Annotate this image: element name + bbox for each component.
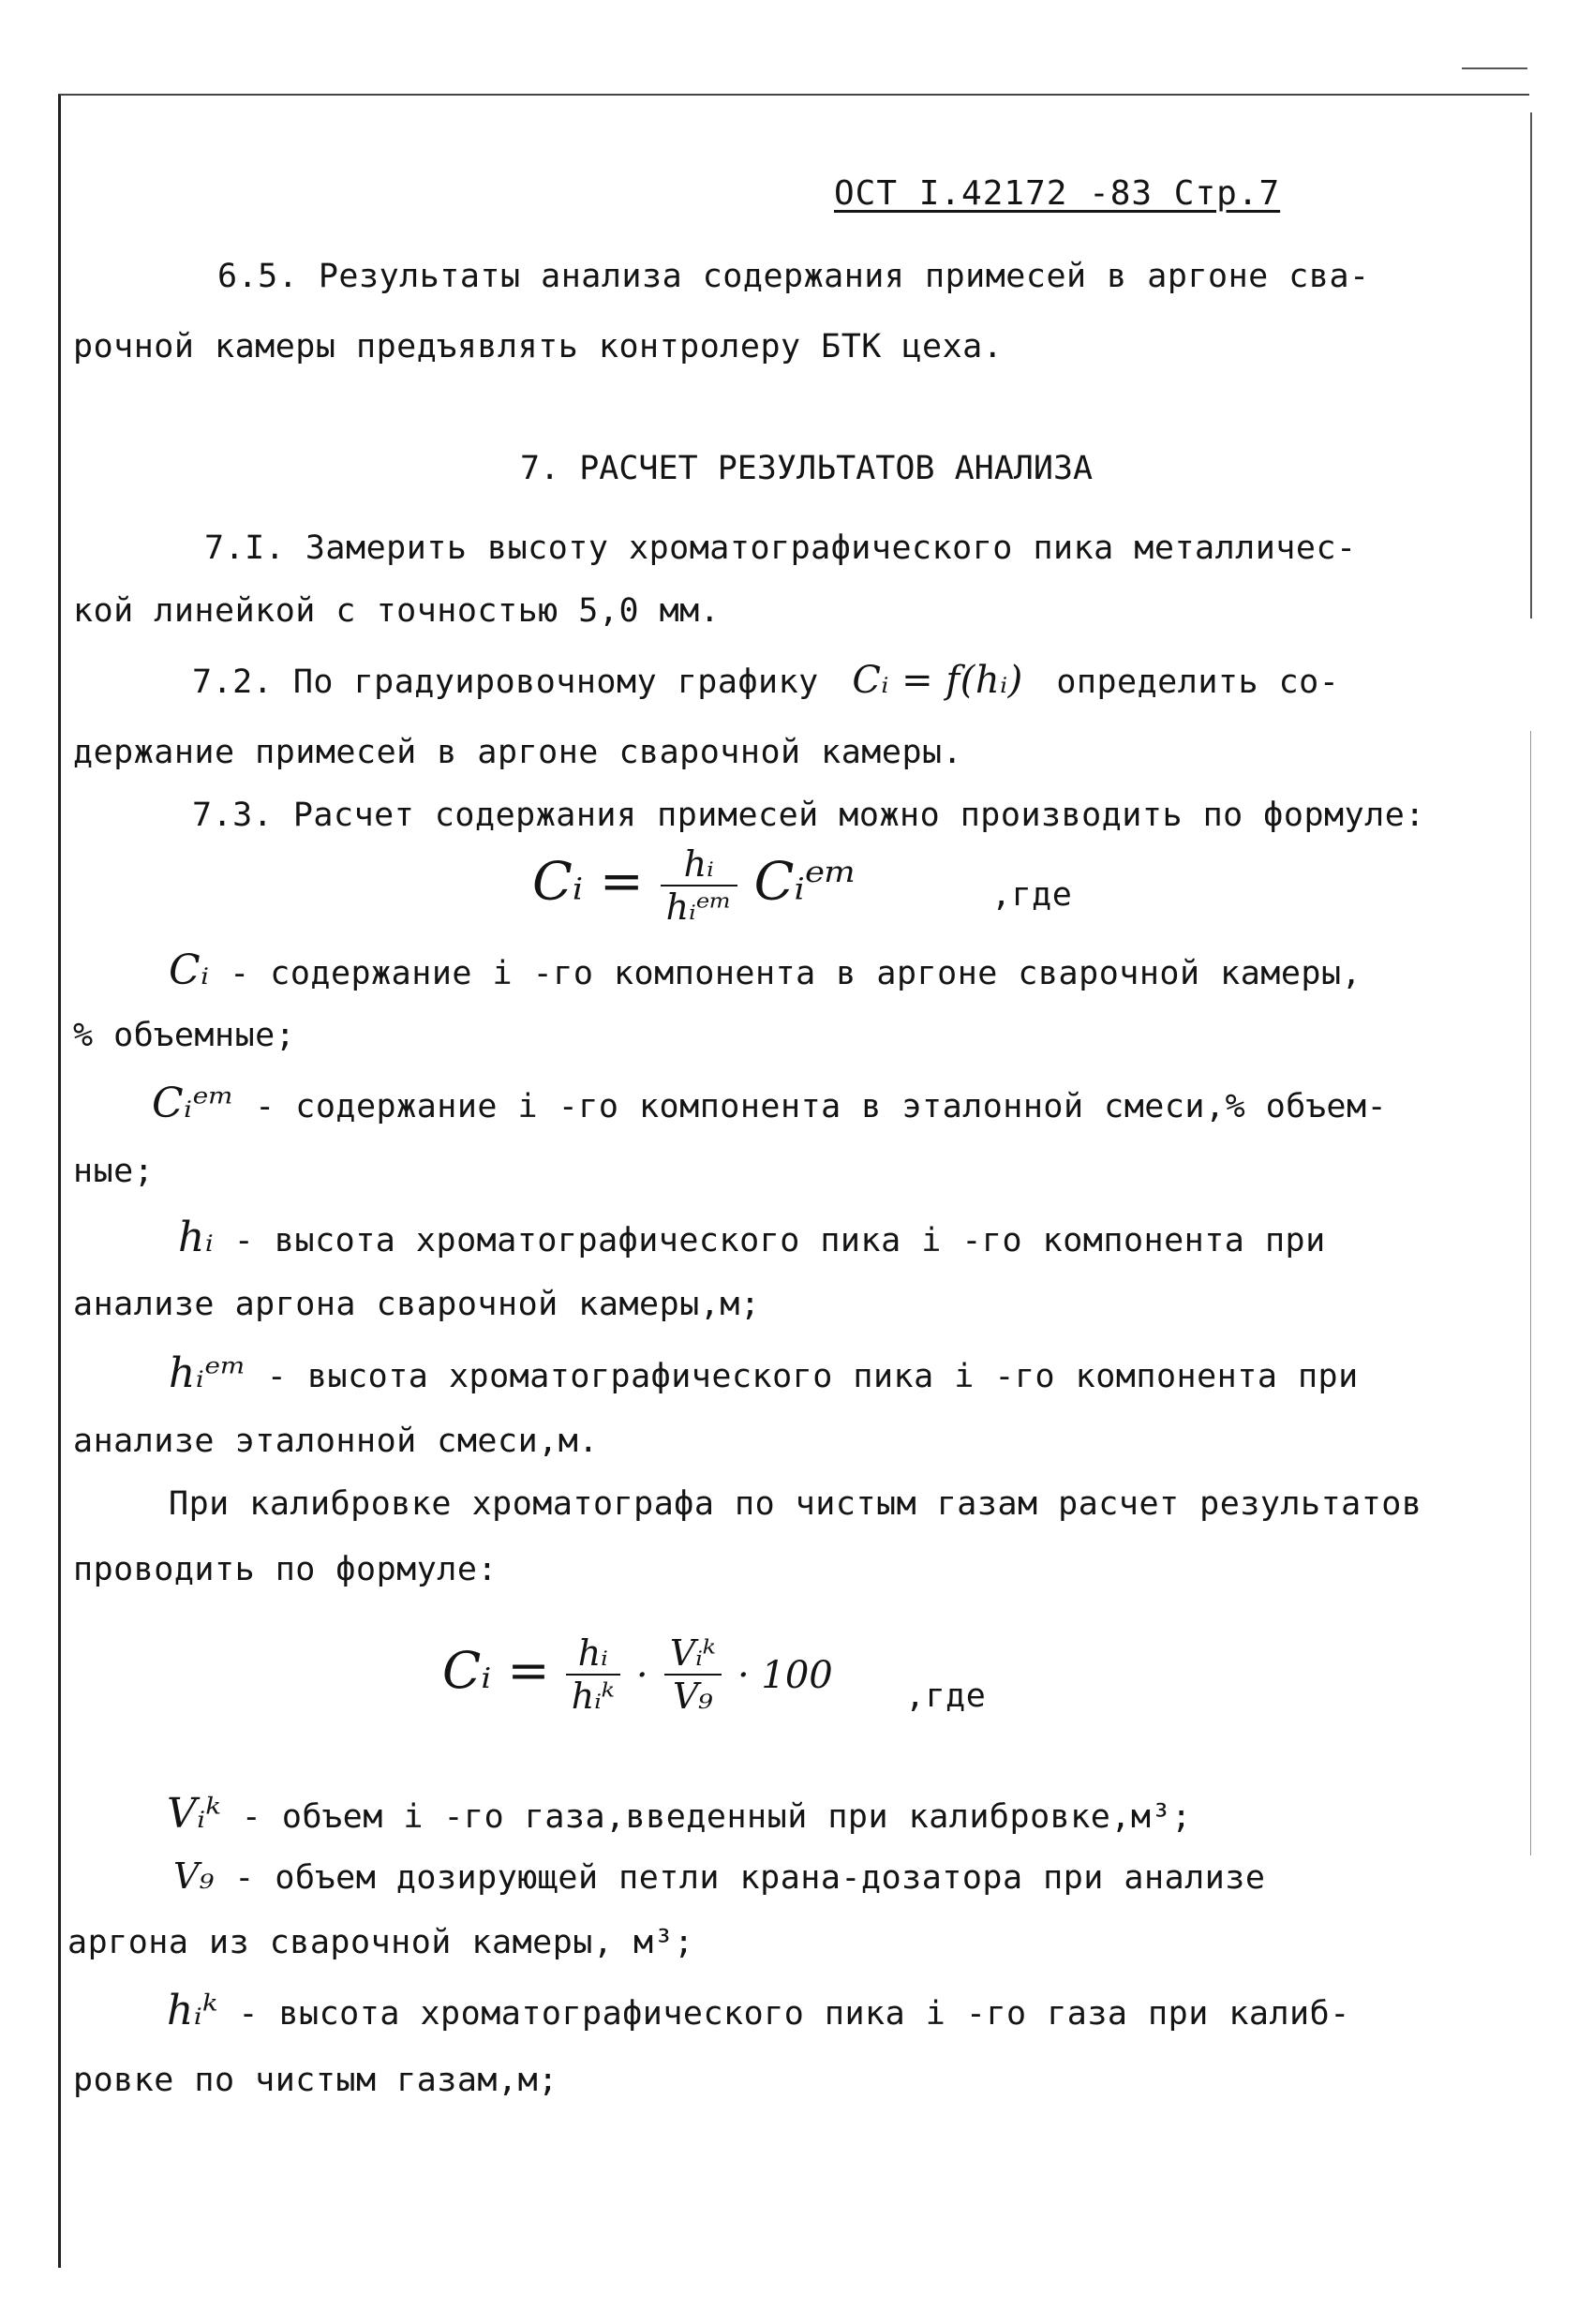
para-calibration-line2: проводить по формуле: bbox=[73, 1551, 499, 1588]
para-7-1-line1: 7.I. Замерить высоту хроматографического пика металличес- bbox=[204, 529, 1357, 567]
formula-1-lhs: Cᵢ = bbox=[532, 851, 644, 913]
formula-1-rhs: Cᵢᵉᵐ bbox=[753, 851, 857, 913]
section-title: 7. РАСЧЕТ РЕЗУЛЬТАТОВ АНАЛИЗА bbox=[520, 450, 1094, 487]
formula-2-lhs: Cᵢ = bbox=[442, 1641, 550, 1700]
def-1-line2: % объемные; bbox=[73, 1017, 296, 1054]
formula-2-denominator-1: hᵢᵏ bbox=[571, 1676, 615, 1717]
def-2-line1 bbox=[152, 1080, 1387, 1127]
formula-2-denominator-2: V₉ bbox=[672, 1676, 713, 1717]
formula-1-where: ,где bbox=[991, 876, 1073, 914]
def-4-line2: анализе эталонной смеси,м. bbox=[73, 1423, 599, 1460]
formula-2-fraction-1 bbox=[566, 1632, 620, 1717]
formula-2-where: ,где bbox=[905, 1677, 987, 1715]
formula-2-numerator-1: hᵢ bbox=[566, 1632, 620, 1676]
para-7-2-line2: держание примесей в аргоне сварочной камеры. bbox=[73, 734, 963, 771]
def-4-text: - высота хроматографического пика i -го компонента при bbox=[266, 1358, 1359, 1395]
def-7-line1 bbox=[167, 1987, 1350, 2034]
def-4-line1 bbox=[169, 1349, 1359, 1397]
def-3-line2: анализе аргона сварочной камеры,м; bbox=[73, 1286, 761, 1323]
def-6-line2: аргона из сварочной камеры, м³; bbox=[67, 1924, 694, 1961]
para-6-5-line2: рочной камеры предъявлять контролеру БТК цеха. bbox=[73, 328, 1004, 365]
def-2-line2: ные; bbox=[73, 1153, 155, 1190]
def-5-text: - объем i -го газа,введенный при калибровке,м³; bbox=[241, 1798, 1192, 1836]
formula-1-denominator: hᵢᵉᵐ bbox=[665, 886, 732, 928]
def-4-symbol: hᵢᵉᵐ bbox=[169, 1349, 247, 1397]
para-7-2-formula: Cᵢ = f(hᵢ) bbox=[852, 659, 1023, 702]
page-header: ОСТ I.42172 -83 Стр.7 bbox=[834, 174, 1281, 213]
scan-edge-top bbox=[1462, 67, 1527, 69]
def-1-symbol: Cᵢ bbox=[169, 946, 210, 994]
def-1-line1 bbox=[169, 946, 1362, 994]
formula-2-fraction-2 bbox=[664, 1632, 722, 1717]
para-7-2-text-b: определить со- bbox=[1056, 663, 1340, 701]
para-7-2-line1 bbox=[192, 659, 1339, 702]
def-3-text: - высота хроматографического пика i -го компонента при bbox=[233, 1222, 1326, 1259]
def-6-line1 bbox=[173, 1855, 1265, 1897]
def-7-line2: ровке по чистым газам,м; bbox=[73, 2062, 558, 2099]
def-5-line1 bbox=[167, 1790, 1192, 1838]
def-3-line1 bbox=[178, 1214, 1326, 1261]
para-7-3-line1: 7.3. Расчет содержания примесей можно производить по формуле: bbox=[192, 797, 1425, 834]
scan-edge-right-lower bbox=[1530, 731, 1531, 1855]
def-2-symbol: Cᵢᵉᵐ bbox=[152, 1080, 235, 1127]
para-6-5-line1: 6.5. Результаты анализа содержания примесей в аргоне сва- bbox=[217, 258, 1370, 295]
def-1-text: - содержание i -го компонента в аргоне сварочной камеры, bbox=[230, 955, 1362, 992]
def-7-text: - высота хроматографического пика i -го газа при калиб- bbox=[238, 1995, 1350, 2033]
formula-2: Cᵢ = $\frac{\text{hᵢ}}{\text{hᵢᵏ}}$ · $\frac{\text{Vᵢᵏ}}{\text{V₉}}$ · 100 bbox=[442, 1632, 833, 1717]
para-calibration-line1: При калибровке хроматографа по чистым газам расчет результатов bbox=[169, 1485, 1422, 1523]
def-5-symbol: Vᵢᵏ bbox=[167, 1790, 222, 1838]
def-3-symbol: hᵢ bbox=[178, 1214, 215, 1261]
def-2-text: - содержание i -го компонента в эталонной смеси,% объем- bbox=[255, 1088, 1388, 1125]
formula-1 bbox=[532, 843, 857, 928]
formula-1-fraction bbox=[661, 843, 737, 928]
para-7-2-text-a: 7.2. По градуировочному графику bbox=[192, 663, 819, 701]
formula-2-tail: · 100 bbox=[737, 1654, 833, 1697]
scan-edge-right bbox=[1530, 112, 1532, 618]
def-6-symbol: V₉ bbox=[173, 1855, 215, 1897]
formula-2-numerator-2: Vᵢᵏ bbox=[664, 1632, 722, 1676]
para-7-1-line2: кой линейкой с точностью 5,0 мм. bbox=[73, 592, 721, 630]
def-7-symbol: hᵢᵏ bbox=[167, 1987, 218, 2034]
formula-1-numerator: hᵢ bbox=[661, 843, 737, 886]
def-6-text: - объем дозирующей петли крана-дозатора при анализе bbox=[234, 1859, 1266, 1897]
